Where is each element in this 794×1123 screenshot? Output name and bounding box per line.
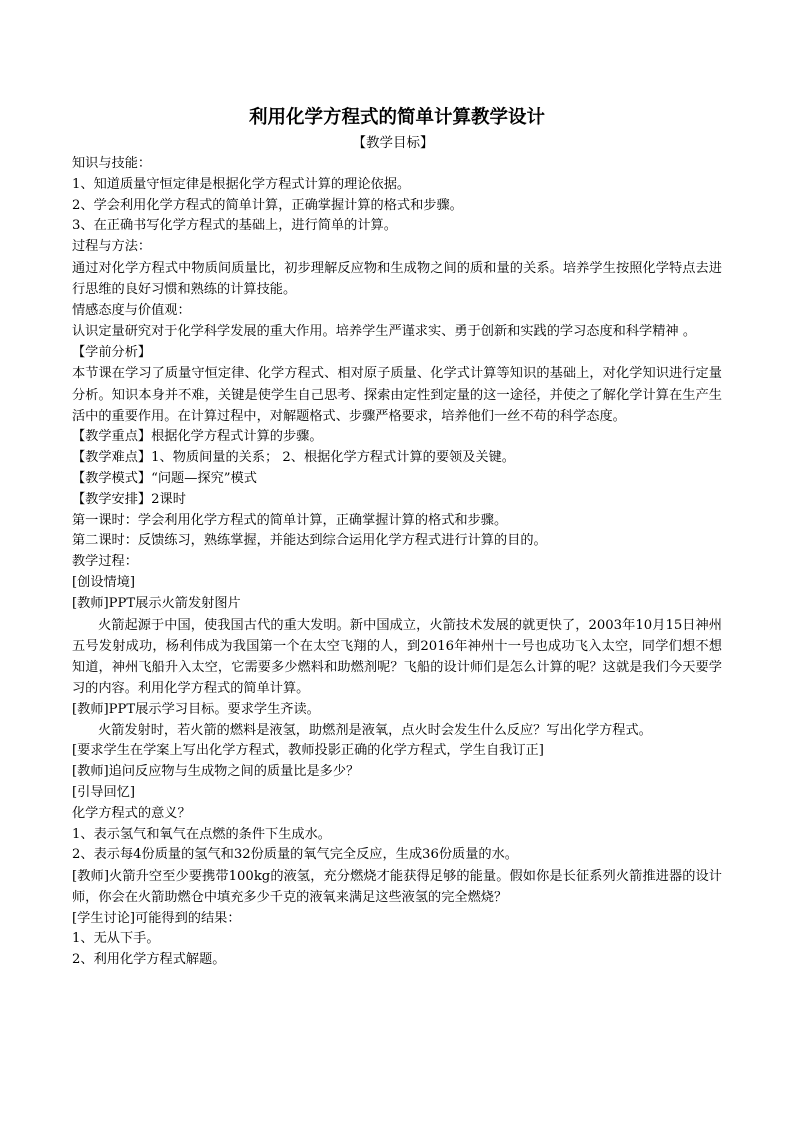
meaning-item: 1、表示氢气和氧气在点燃的条件下生成水。	[72, 826, 331, 842]
rocket-paragraph: 火箭起源于中国，使我国古代的重大发明。新中国成立，火箭技术发展的就更快了，2003年10月15日神州五号发射成功，杨利伟成为我国第一个在太空飞翔的人，到2016年神州十一号也成功飞入太空，同学们想不想知道，神州飞船升入太空，它需要多少燃料和助燃剂呢？飞船的设计师们是怎么计算的呢？这就是我们今天要学习的内容。利用化学方程式的简单计算。	[72, 617, 722, 697]
emotion-text: 认识定量研究对于化学科学发展的重大作用。培养学生严谨求实、勇于创新和实践的学习态度和科学精神 。	[72, 324, 697, 340]
knowledge-label: 知识与技能：	[72, 156, 152, 171]
emotion-label: 情感态度与价值观：	[72, 302, 191, 318]
process-method-text: 通过对化学方程式中物质间质量比，初步理解反应物和生成物之间的质和量的关系。培养学生按照化学特点去进行思维的良好习惯和熟练的计算技能。	[72, 260, 722, 298]
document-title: 利用化学方程式的简单计算教学设计	[248, 107, 545, 128]
teacher-problem: [教师]火箭升空至少要携带100kg的液氢，充分燃烧才能获得足够的能量。假如你是长征系列火箭推进器的设计师，你会在火箭助燃仓中填充多少千克的液氧来满足这些液氢的完全燃烧？	[72, 869, 722, 906]
teacher-follow-up: [教师]追问反应物与生成物之间的质量比是多少？	[72, 764, 360, 780]
meaning-item: 2、表示每4份质量的氢气和32份质量的氧气完全反应，生成36份质量的水。	[72, 847, 518, 863]
meaning-label: 化学方程式的意义？	[72, 805, 191, 821]
analysis-heading: 【学前分析】	[72, 344, 152, 360]
difficulty: 【教学难点】1、物质间量的关系； 2、根据化学方程式计算的要领及关键。	[72, 450, 515, 466]
knowledge-item: 3、在正确书写化学方程式的基础上，进行简单的计算。	[72, 218, 397, 234]
key-point: 【教学重点】根据化学方程式计算的步骤。	[72, 429, 323, 445]
process-method-label: 过程与方法：	[72, 239, 152, 255]
objectives-heading: 【教学目标】	[352, 135, 434, 151]
teaching-process-label: 教学过程：	[72, 554, 138, 570]
knowledge-item: 1、知道质量守恒定律是根据化学方程式计算的理论依据。	[72, 176, 411, 192]
document-page	[72, 103, 722, 971]
analysis-text: 本节课在学习了质量守恒定律、化学方程式、相对原子质量、化学式计算等知识的基础上，对化学知识进行定量分析。知识本身并不难，关键是使学生自己思考、探索由定性到定量的这一途径，并使之了解化学计算在生产生活中的重要作用。在计算过程中，对解题格式、步骤严格要求，培养他们一丝不苟的科学态度。	[72, 366, 722, 425]
result-item: 1、无从下手。	[72, 931, 160, 947]
lesson-two: 第二课时：反馈练习，熟练掌握，并能达到综合运用化学方程式进行计算的目的。	[72, 533, 547, 549]
teacher-ppt-goals: [教师]PPT展示学习目标。要求学生齐读。	[72, 701, 320, 717]
result-item: 2、利用化学方程式解题。	[72, 952, 226, 968]
teaching-arrangement: 【教学安排】2课时	[72, 491, 186, 507]
teacher-ppt-rocket: [教师]PPT展示火箭发射图片	[72, 595, 241, 611]
reaction-question: 火箭发射时，若火箭的燃料是液氢，助燃剂是液氧，点火时会发生什么反应？写出化学方程式。	[98, 722, 652, 738]
discussion-label: [学生讨论]可能得到的结果：	[72, 910, 241, 926]
student-requirement: [要求学生在学案上写出化学方程式，教师投影正确的化学方程式，学生自我订正]	[72, 743, 544, 759]
scene-label: [创设情境]	[72, 574, 136, 590]
knowledge-item: 2、学会利用化学方程式的简单计算，正确掌握计算的格式和步骤。	[72, 197, 463, 213]
recall-label: [引导回忆]	[72, 784, 136, 800]
lesson-one: 第一课时：学会利用化学方程式的简单计算，正确掌握计算的格式和步骤。	[72, 512, 508, 528]
teaching-mode: 【教学模式】“问题—探究”模式	[72, 470, 257, 486]
